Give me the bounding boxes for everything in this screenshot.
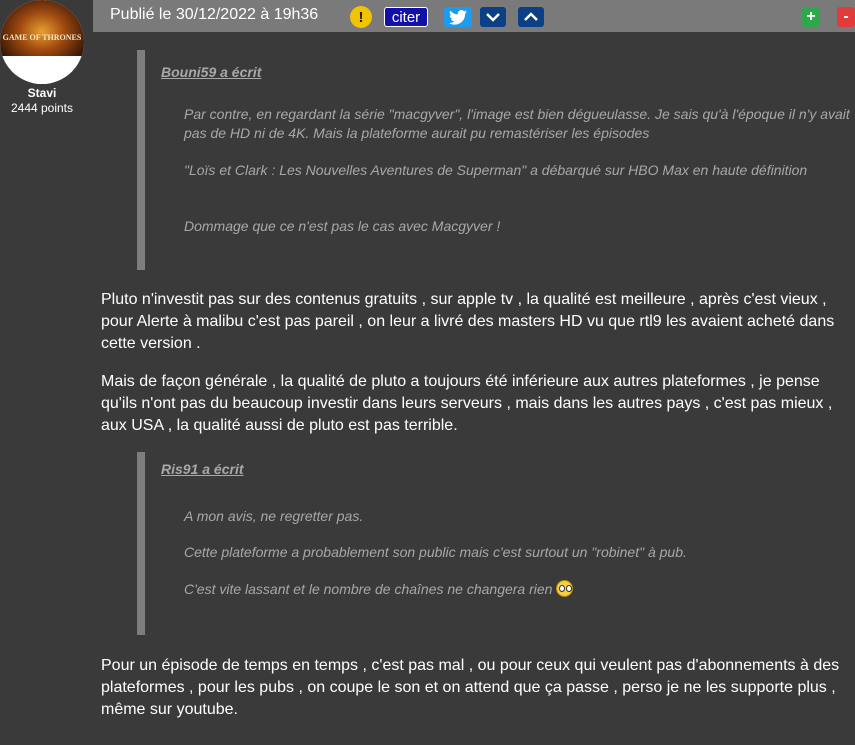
twitter-bird-icon: [449, 10, 467, 25]
scroll-up-button[interactable]: [518, 7, 544, 27]
quote-button[interactable]: citer: [384, 7, 428, 27]
quote-paragraph: Dommage que ce n'est pas le cas avec Macgyver !: [184, 218, 501, 234]
scroll-down-button[interactable]: [480, 7, 506, 27]
avatar-image-icon: [0, 0, 84, 84]
quote-author[interactable]: Ris91 a écrit: [161, 461, 244, 477]
quote-paragraph: [184, 580, 855, 599]
twitter-share-button[interactable]: [444, 7, 472, 27]
confused-face-icon: [556, 580, 573, 597]
quote-paragraph-text: C'est vite lassant et le nombre de chaînes ne changera rien: [184, 581, 553, 597]
report-button[interactable]: [350, 6, 372, 28]
avatar-logo-text: GAME OF THRONES: [2, 33, 82, 42]
warning-icon: !: [358, 8, 364, 26]
avatar[interactable]: [0, 0, 84, 84]
post-paragraph: Pour un épisode de temps en temps , c'est pas mal , ou pour ceux qui veulent pas d'abonnements à des plateformes , pour les pubs , on coupe le son et on attend que ça passe , perso je ne les supporte plus , même sur youtube.: [101, 657, 840, 718]
quote-author[interactable]: Bouni59 a écrit: [161, 64, 262, 80]
quote-paragraph: A mon avis, ne regretter pas.: [184, 508, 364, 524]
username[interactable]: Stavi: [27, 86, 57, 100]
quote-paragraph: Cette plateforme a probablement son public mais c'est surtout un "robinet" à pub.: [184, 544, 687, 560]
post-paragraph: Mais de façon générale , la qualité de pluto a toujours été inférieure aux autres plateformes , je pense qu'ils n'ont pas du beaucoup investir dans leurs serveurs , mais dans les autres pays , c'est pas mieux , aux USA , la qualité aussi de pluto est pas terrible.: [101, 373, 833, 434]
quote-block: [137, 50, 855, 270]
upvote-button[interactable]: +: [802, 7, 820, 27]
published-date: Publié le 30/12/2022 à 19h36: [110, 6, 319, 23]
quote-block: [137, 452, 855, 635]
post-paragraph: Pluto n'investit pas sur des contenus gratuits , sur apple tv , la qualité est meilleure , après c'est vieux , pour Alerte à malibu c'est pas pareil , on leur a livré des masters HD vu que rtl9 les avaient acheté dans cette version .: [101, 291, 835, 352]
quote-paragraph: Par contre, en regardant la série "macgyver", l'image est bien dégueulasse. Je sais qu'à l'époque il n'y avait pas de HD ni de 4K. Mais la plateforme aurait pu remastériser les épisodes: [184, 106, 850, 141]
post-header: [93, 0, 855, 32]
quote-paragraph: "Loïs et Clark : Les Nouvelles Aventures de Superman" a débarqué sur HBO Max en haute définition: [184, 162, 808, 178]
chevron-down-icon: [486, 12, 500, 22]
downvote-button[interactable]: -: [837, 7, 855, 27]
user-points: 2444 points: [10, 101, 74, 115]
chevron-up-icon: [524, 12, 538, 22]
user-sidebar: [0, 0, 90, 745]
